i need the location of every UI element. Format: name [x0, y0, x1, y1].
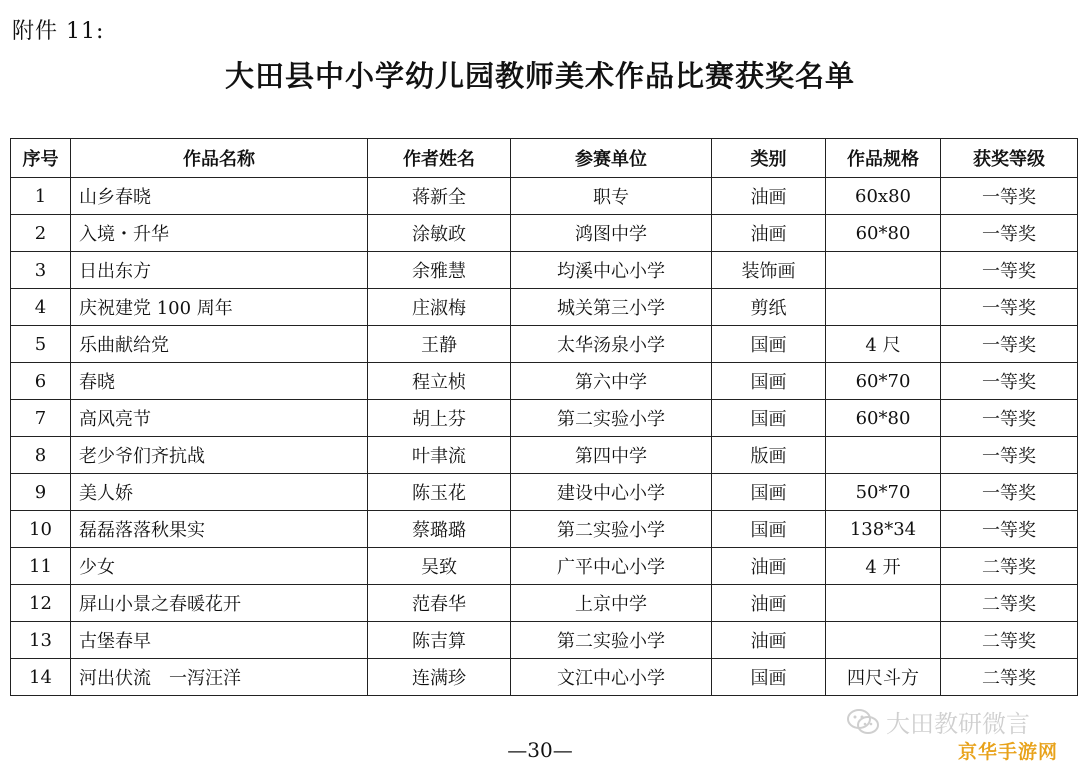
header-cell: 作者姓名 [368, 139, 511, 178]
table-row [11, 363, 1078, 400]
award-level-cell: 一等奖 [941, 363, 1078, 400]
category-cell: 油画 [712, 548, 826, 585]
table-row [11, 474, 1078, 511]
unit-name-cell: 广平中心小学 [511, 548, 712, 585]
category-cell: 油画 [712, 585, 826, 622]
work-name-cell: 河出伏流 一泻汪洋 [71, 659, 368, 696]
unit-name-cell: 第六中学 [511, 363, 712, 400]
author-name-cell: 陈吉算 [368, 622, 511, 659]
row-number-cell: 4 [11, 289, 71, 326]
table-row [11, 289, 1078, 326]
spec-cell [826, 437, 941, 474]
spec-cell: 4 开 [826, 548, 941, 585]
spec-cell: 60*80 [826, 400, 941, 437]
work-name-cell: 日出东方 [71, 252, 368, 289]
spec-cell: 60*80 [826, 215, 941, 252]
spec-cell: 138*34 [826, 511, 941, 548]
table-row [11, 622, 1078, 659]
award-level-cell: 一等奖 [941, 437, 1078, 474]
work-name-cell: 古堡春早 [71, 622, 368, 659]
award-level-cell: 一等奖 [941, 289, 1078, 326]
table-row [11, 326, 1078, 363]
author-name-cell: 庄淑梅 [368, 289, 511, 326]
unit-name-cell: 均溪中心小学 [511, 252, 712, 289]
spec-cell [826, 585, 941, 622]
table-row [11, 178, 1078, 215]
category-cell: 剪纸 [712, 289, 826, 326]
award-level-cell: 一等奖 [941, 474, 1078, 511]
award-level-cell: 一等奖 [941, 326, 1078, 363]
table-row [11, 400, 1078, 437]
author-name-cell: 余雅慧 [368, 252, 511, 289]
unit-name-cell: 职专 [511, 178, 712, 215]
site-stamp-logo: 京华手游网 [958, 741, 1059, 763]
row-number-cell: 8 [11, 437, 71, 474]
award-level-cell: 二等奖 [941, 548, 1078, 585]
author-name-cell: 胡上芬 [368, 400, 511, 437]
unit-name-cell: 鸿图中学 [511, 215, 712, 252]
table-row [11, 252, 1078, 289]
row-number-cell: 5 [11, 326, 71, 363]
author-name-cell: 程立桢 [368, 363, 511, 400]
work-name-cell: 山乡春晓 [71, 178, 368, 215]
author-name-cell: 吴致 [368, 548, 511, 585]
category-cell: 国画 [712, 511, 826, 548]
work-name-cell: 春晓 [71, 363, 368, 400]
category-cell: 国画 [712, 326, 826, 363]
work-name-cell: 磊磊落落秋果实 [71, 511, 368, 548]
table-body [11, 178, 1078, 696]
category-cell: 油画 [712, 215, 826, 252]
spec-cell: 60x80 [826, 178, 941, 215]
row-number-cell: 3 [11, 252, 71, 289]
category-cell: 国画 [712, 474, 826, 511]
category-cell: 油画 [712, 622, 826, 659]
attachment-label: 附件 11: [12, 19, 105, 44]
table-row [11, 215, 1078, 252]
row-number-cell: 12 [11, 585, 71, 622]
author-name-cell: 涂敏政 [368, 215, 511, 252]
work-name-cell: 美人娇 [71, 474, 368, 511]
unit-name-cell: 第二实验小学 [511, 511, 712, 548]
work-name-cell: 庆祝建党 100 周年 [71, 289, 368, 326]
wechat-watermark [846, 704, 1030, 739]
author-name-cell: 蔡璐璐 [368, 511, 511, 548]
unit-name-cell: 第二实验小学 [511, 622, 712, 659]
category-cell: 国画 [712, 363, 826, 400]
watermark-text: 大田教研微言 [886, 710, 1030, 738]
award-level-cell: 一等奖 [941, 511, 1078, 548]
category-cell: 装饰画 [712, 252, 826, 289]
spec-cell [826, 289, 941, 326]
header-cell: 作品规格 [826, 139, 941, 178]
author-name-cell: 叶聿流 [368, 437, 511, 474]
award-level-cell: 二等奖 [941, 622, 1078, 659]
award-level-cell: 二等奖 [941, 585, 1078, 622]
unit-name-cell: 太华汤泉小学 [511, 326, 712, 363]
row-number-cell: 14 [11, 659, 71, 696]
author-name-cell: 蒋新全 [368, 178, 511, 215]
table-row [11, 437, 1078, 474]
unit-name-cell: 上京中学 [511, 585, 712, 622]
spec-cell [826, 622, 941, 659]
unit-name-cell: 第二实验小学 [511, 400, 712, 437]
row-number-cell: 7 [11, 400, 71, 437]
unit-name-cell: 建设中心小学 [511, 474, 712, 511]
table-row [11, 548, 1078, 585]
unit-name-cell: 第四中学 [511, 437, 712, 474]
table-header-row [11, 139, 1078, 178]
row-number-cell: 2 [11, 215, 71, 252]
wechat-icon [846, 708, 880, 736]
row-number-cell: 9 [11, 474, 71, 511]
header-cell: 获奖等级 [941, 139, 1078, 178]
table-row [11, 511, 1078, 548]
award-level-cell: 一等奖 [941, 215, 1078, 252]
award-level-cell: 一等奖 [941, 252, 1078, 289]
table-row [11, 585, 1078, 622]
category-cell: 版画 [712, 437, 826, 474]
work-name-cell: 老少爷们齐抗战 [71, 437, 368, 474]
author-name-cell: 范春华 [368, 585, 511, 622]
spec-cell: 50*70 [826, 474, 941, 511]
work-name-cell: 屏山小景之春暖花开 [71, 585, 368, 622]
spec-cell [826, 252, 941, 289]
work-name-cell: 入境・升华 [71, 215, 368, 252]
table-row [11, 659, 1078, 696]
author-name-cell: 连满珍 [368, 659, 511, 696]
author-name-cell: 王静 [368, 326, 511, 363]
award-level-cell: 一等奖 [941, 400, 1078, 437]
category-cell: 油画 [712, 178, 826, 215]
unit-name-cell: 文江中心小学 [511, 659, 712, 696]
awards-table [10, 138, 1078, 696]
row-number-cell: 6 [11, 363, 71, 400]
header-cell: 作品名称 [71, 139, 368, 178]
row-number-cell: 13 [11, 622, 71, 659]
page-title: 大田县中小学幼儿园教师美术作品比赛获奖名单 [224, 59, 855, 93]
row-number-cell: 10 [11, 511, 71, 548]
spec-cell: 60*70 [826, 363, 941, 400]
spec-cell: 4 尺 [826, 326, 941, 363]
row-number-cell: 11 [11, 548, 71, 585]
work-name-cell: 乐曲献给党 [71, 326, 368, 363]
work-name-cell: 少女 [71, 548, 368, 585]
author-name-cell: 陈玉花 [368, 474, 511, 511]
row-number-cell: 1 [11, 178, 71, 215]
unit-name-cell: 城关第三小学 [511, 289, 712, 326]
award-level-cell: 一等奖 [941, 178, 1078, 215]
header-cell: 序号 [11, 139, 71, 178]
category-cell: 国画 [712, 400, 826, 437]
award-level-cell: 二等奖 [941, 659, 1078, 696]
page-number: —30— [507, 738, 573, 762]
spec-cell: 四尺斗方 [826, 659, 941, 696]
header-cell: 类别 [712, 139, 826, 178]
category-cell: 国画 [712, 659, 826, 696]
work-name-cell: 高风亮节 [71, 400, 368, 437]
header-cell: 参赛单位 [511, 139, 712, 178]
